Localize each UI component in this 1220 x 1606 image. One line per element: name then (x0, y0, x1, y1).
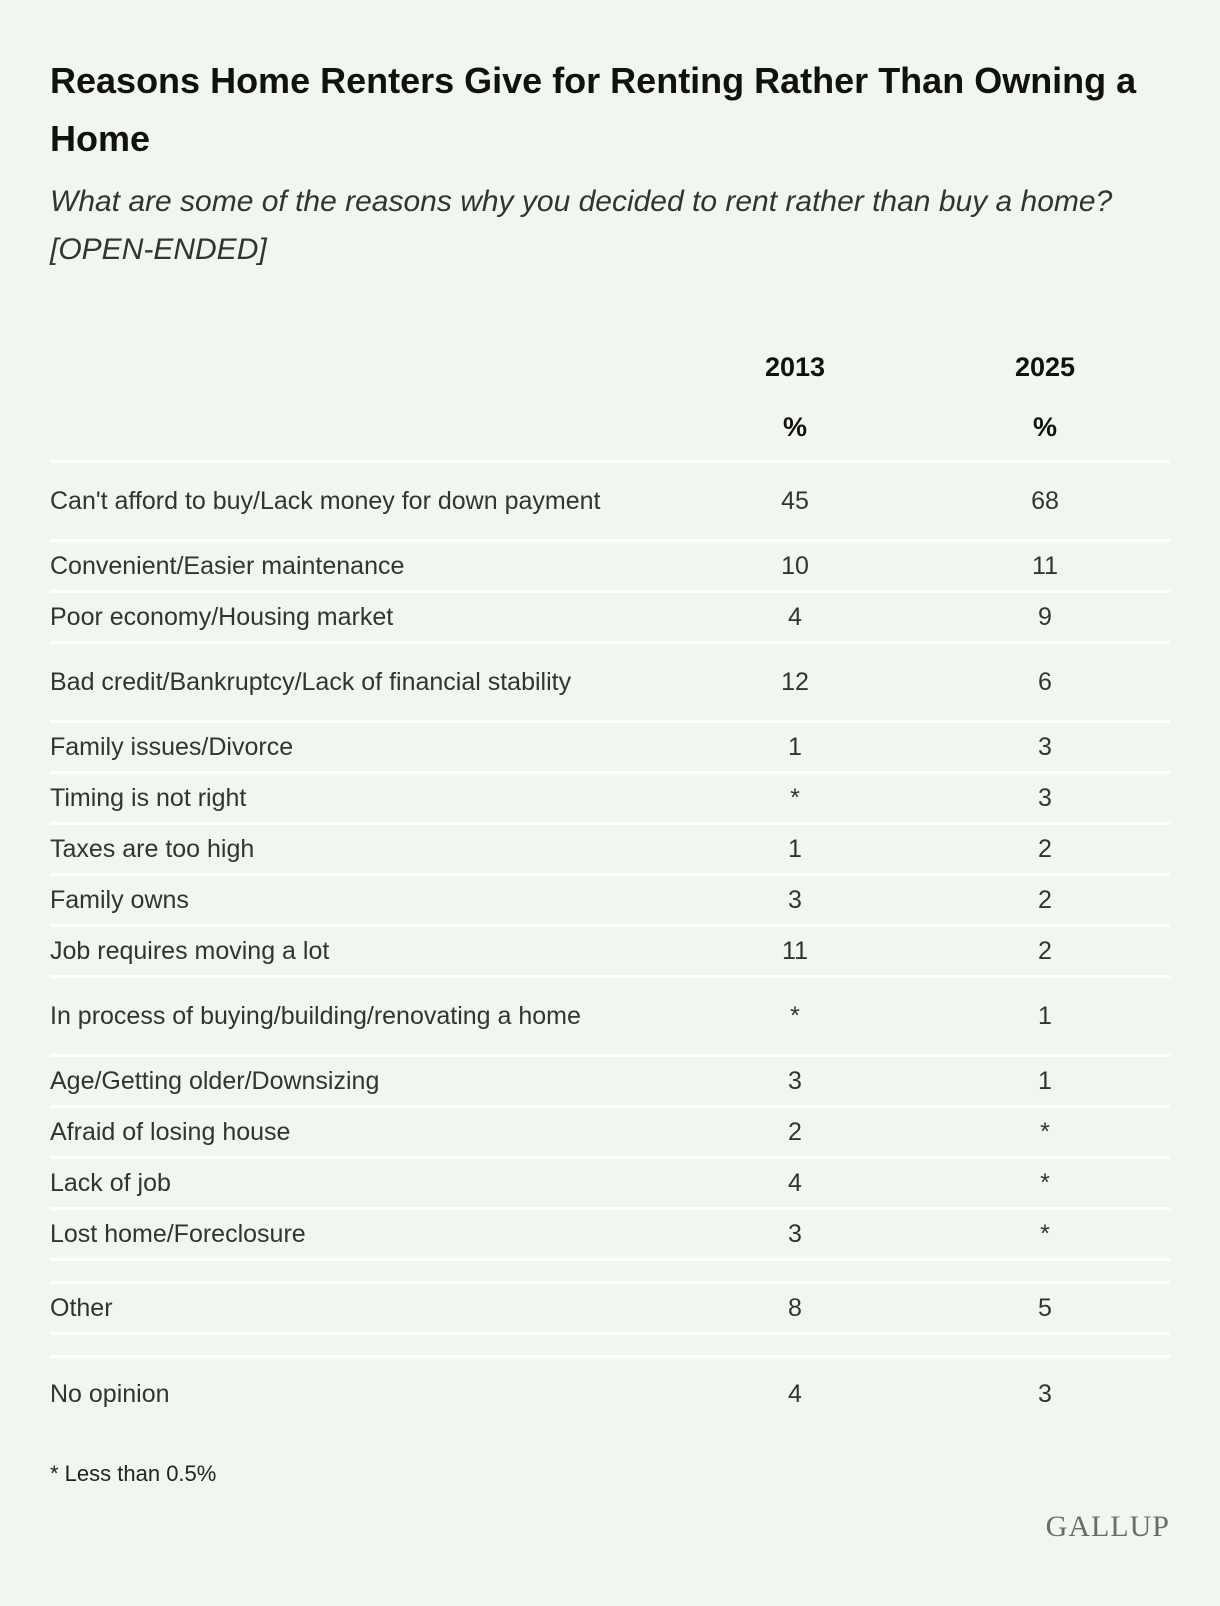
row-label: Age/Getting older/Downsizing (50, 1056, 670, 1107)
row-label: In process of buying/building/renovating a home (50, 977, 670, 1056)
row-label: Afraid of losing house (50, 1107, 670, 1158)
cell-value-2013: 2 (670, 1107, 920, 1158)
cell-value-2025: 6 (920, 643, 1170, 722)
table-row (50, 541, 1170, 592)
column-unit: % (670, 394, 920, 462)
header-row-years (50, 340, 1170, 394)
table-row (50, 773, 1170, 824)
row-label: No opinion (50, 1380, 170, 1408)
row-label: Family issues/Divorce (50, 722, 670, 773)
table-row (50, 1056, 1170, 1107)
cell-value-2013: 4 (788, 1379, 802, 1408)
cell-value-2025: * (920, 1209, 1170, 1260)
cell-value-2025: 68 (920, 462, 1170, 541)
cell-value-2025: 2 (920, 824, 1170, 875)
chart-subtitle: What are some of the reasons why you decided to rent rather than buy a home? [OPEN-ENDED] (50, 185, 1113, 266)
cell-value-2013: 8 (670, 1283, 920, 1334)
row-label: Bad credit/Bankruptcy/Lack of financial stability (50, 643, 670, 722)
row-label: Convenient/Easier maintenance (50, 541, 670, 592)
cell-value-2025: 1 (920, 977, 1170, 1056)
cell-value-2025: 5 (920, 1283, 1170, 1334)
cell-value-2025: 2 (920, 926, 1170, 977)
cell-value-2013: 11 (670, 926, 920, 977)
cell-value-2013: 10 (670, 541, 920, 592)
row-label: Taxes are too high (50, 824, 670, 875)
cell-value-2013: 45 (670, 462, 920, 541)
table-row (50, 1107, 1170, 1158)
cell-value-2025: 11 (920, 541, 1170, 592)
table-row (50, 462, 1170, 541)
spacer-row (50, 1334, 1170, 1357)
table-row (50, 875, 1170, 926)
cell-value-2013: 4 (670, 592, 920, 643)
cell-value-2013: 12 (670, 643, 920, 722)
spacer-row (50, 1260, 1170, 1283)
cell-value-2025: 3 (920, 773, 1170, 824)
cell-value-2025: 9 (920, 592, 1170, 643)
cell-value-2013: 3 (670, 1209, 920, 1260)
footnote: * Less than 0.5% (50, 1461, 217, 1486)
cell-value-2025: 1 (920, 1056, 1170, 1107)
cell-value-2013: 1 (670, 722, 920, 773)
data-table-container (50, 340, 1170, 1430)
table-row (50, 1209, 1170, 1260)
cell-value-2025: 3 (920, 722, 1170, 773)
table-row (50, 1158, 1170, 1209)
data-table (50, 340, 1170, 1430)
cell-value-2025: * (920, 1107, 1170, 1158)
cell-value-2013: 3 (670, 1056, 920, 1107)
column-header-year: 2013 (764, 351, 826, 382)
header-label-blank (50, 340, 670, 394)
cell-value-2025: 3 (1038, 1379, 1052, 1408)
cell-value-2013: * (670, 773, 920, 824)
cell-value-2013: * (670, 977, 920, 1056)
cell-value-2025: * (920, 1158, 1170, 1209)
spacer-cell (50, 1334, 1170, 1357)
table-row (50, 643, 1170, 722)
row-label: Lack of job (50, 1158, 670, 1209)
cell-value-2013: 1 (670, 824, 920, 875)
row-label: Lost home/Foreclosure (50, 1209, 670, 1260)
cell-value-2013: 4 (670, 1158, 920, 1209)
row-label: Job requires moving a lot (50, 926, 670, 977)
table-row (50, 1357, 1170, 1431)
chart-title: Reasons Home Renters Give for Renting Rather Than Owning a Home (50, 60, 1137, 159)
table-body (50, 462, 1170, 1431)
row-label: Timing is not right (50, 773, 670, 824)
header-row-units (50, 394, 1170, 462)
spacer-cell (50, 1260, 1170, 1283)
table-row (50, 1283, 1170, 1334)
row-label: Other (50, 1283, 670, 1334)
row-label: Can't afford to buy/Lack money for down payment (50, 462, 670, 541)
cell-value-2025: 2 (920, 875, 1170, 926)
column-header-year: 2025 (1014, 351, 1076, 382)
table-row (50, 592, 1170, 643)
cell-value-2013: 3 (670, 875, 920, 926)
row-label: Poor economy/Housing market (50, 592, 670, 643)
row-label: Family owns (50, 875, 670, 926)
table-row (50, 824, 1170, 875)
table-row (50, 722, 1170, 773)
table-row (50, 977, 1170, 1056)
column-unit: % (920, 394, 1170, 462)
table-row (50, 926, 1170, 977)
header-label-blank (50, 394, 670, 462)
gallup-logo: GALLUP (1045, 1510, 1170, 1543)
